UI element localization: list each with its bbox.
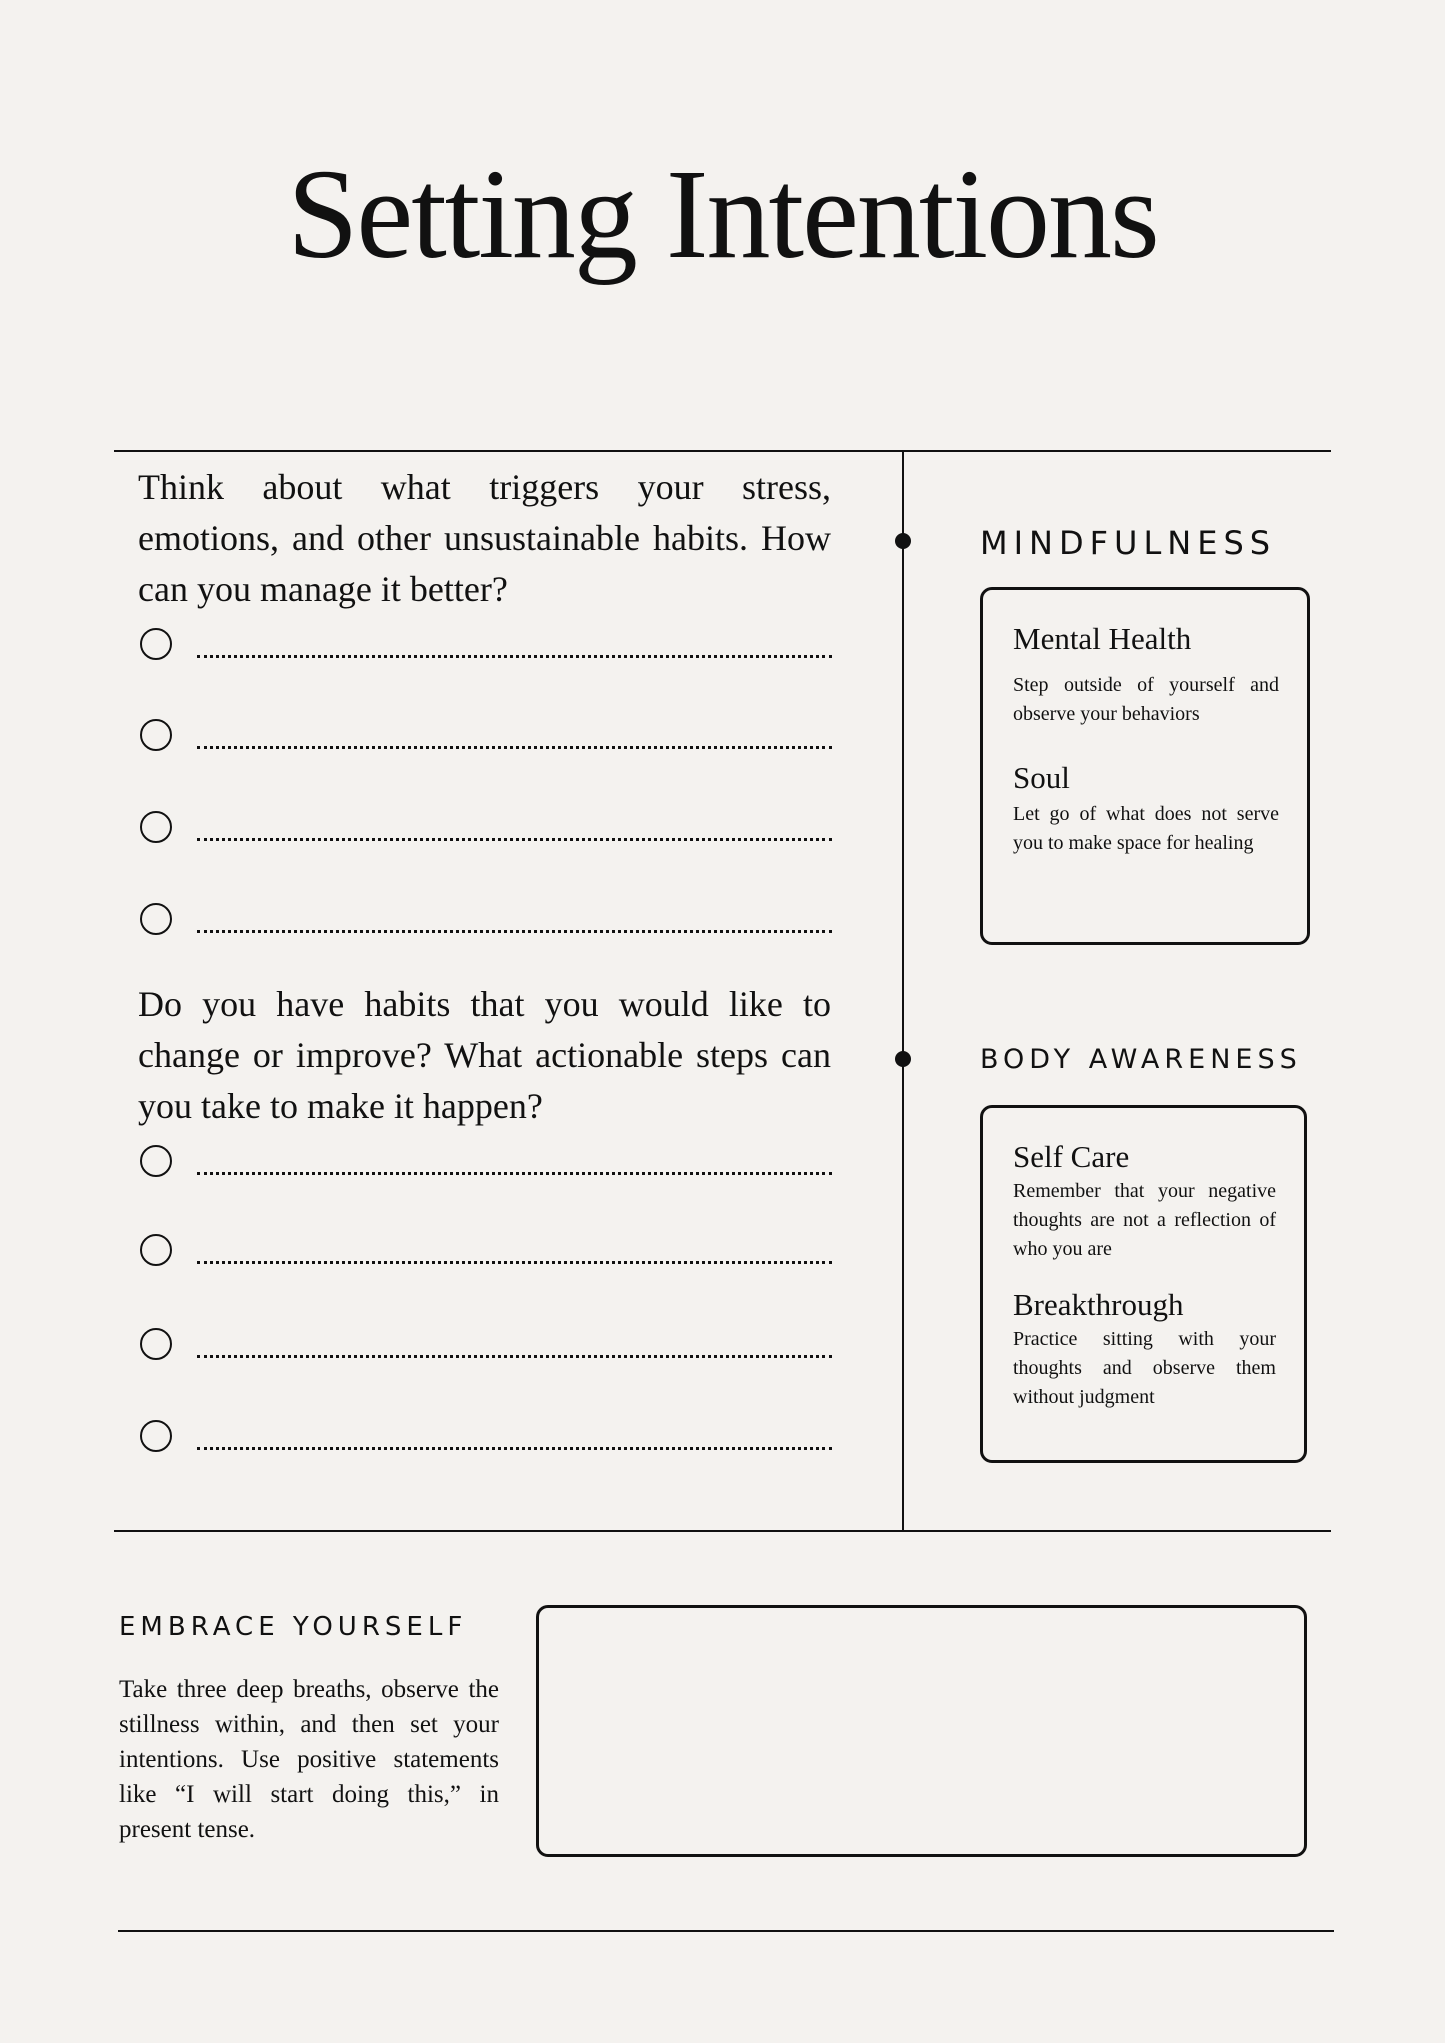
checkbox-circle[interactable]	[140, 1328, 172, 1360]
timeline-dot-mindfulness	[895, 533, 911, 549]
checkbox-circle[interactable]	[140, 903, 172, 935]
dotted-line	[197, 746, 832, 749]
card-item-title: Mental Health	[1013, 621, 1192, 656]
bottom-divider	[118, 1930, 1334, 1932]
section-heading-embrace: EMBRACE YOURSELF	[119, 1612, 468, 1642]
card-mindfulness	[980, 587, 1310, 945]
timeline-dot-body-awareness	[895, 1051, 911, 1067]
card-item-title: Soul	[1013, 760, 1070, 796]
answer-line-1-2[interactable]	[140, 719, 832, 753]
dotted-line	[197, 930, 832, 933]
question-2: Do you have habits that you would like to change or improve? What actionable steps can you take to make it happen?	[138, 984, 831, 1126]
answer-line-1-3[interactable]	[140, 811, 832, 845]
dotted-line	[197, 1172, 832, 1175]
answer-line-1-4[interactable]	[140, 903, 832, 937]
dotted-line	[197, 1261, 832, 1264]
checkbox-circle[interactable]	[140, 1420, 172, 1452]
checkbox-circle[interactable]	[140, 1234, 172, 1266]
card-item-body: Remember that your negative thoughts are not a reflection of who you are	[1013, 1180, 1276, 1261]
dotted-line	[197, 1447, 832, 1450]
center-divider	[902, 451, 904, 1531]
reflection-input-box[interactable]	[536, 1605, 1307, 1857]
answer-line-1-1[interactable]	[140, 628, 832, 662]
checkbox-circle[interactable]	[140, 628, 172, 660]
checkbox-circle[interactable]	[140, 811, 172, 843]
card-item-body: Let go of what does not serve you to make space for healing	[1013, 803, 1279, 855]
answer-line-2-3[interactable]	[140, 1328, 832, 1362]
card-item-title: Self Care	[1013, 1139, 1130, 1174]
section-heading-body-awareness: BODY AWARENESS	[980, 1044, 1302, 1075]
answer-line-2-2[interactable]	[140, 1234, 832, 1268]
page-title: Setting Intentions	[287, 143, 1158, 285]
embrace-instructions: Take three deep breaths, observe the stillness within, and then set your intentions. Use positive statements like “I will start doing this,” in present tense.	[119, 1676, 499, 1843]
dotted-line	[197, 838, 832, 841]
question-1: Think about what triggers your stress, emotions, and other unsustainable habits. How can you manage it better?	[138, 467, 831, 609]
card-body-awareness	[980, 1105, 1307, 1463]
top-divider	[114, 450, 1331, 452]
card-item-body: Practice sitting with your thoughts and observe them without judgment	[1013, 1328, 1276, 1409]
answer-line-2-1[interactable]	[140, 1145, 832, 1179]
dotted-line	[197, 1355, 832, 1358]
middle-divider	[114, 1530, 1331, 1532]
section-heading-mindfulness: MINDFULNESS	[980, 524, 1277, 562]
answer-line-2-4[interactable]	[140, 1420, 832, 1454]
checkbox-circle[interactable]	[140, 719, 172, 751]
card-item-title: Breakthrough	[1013, 1287, 1184, 1323]
dotted-line	[197, 655, 832, 658]
card-item-body: Step outside of yourself and observe your behaviors	[1013, 674, 1279, 726]
checkbox-circle[interactable]	[140, 1145, 172, 1177]
